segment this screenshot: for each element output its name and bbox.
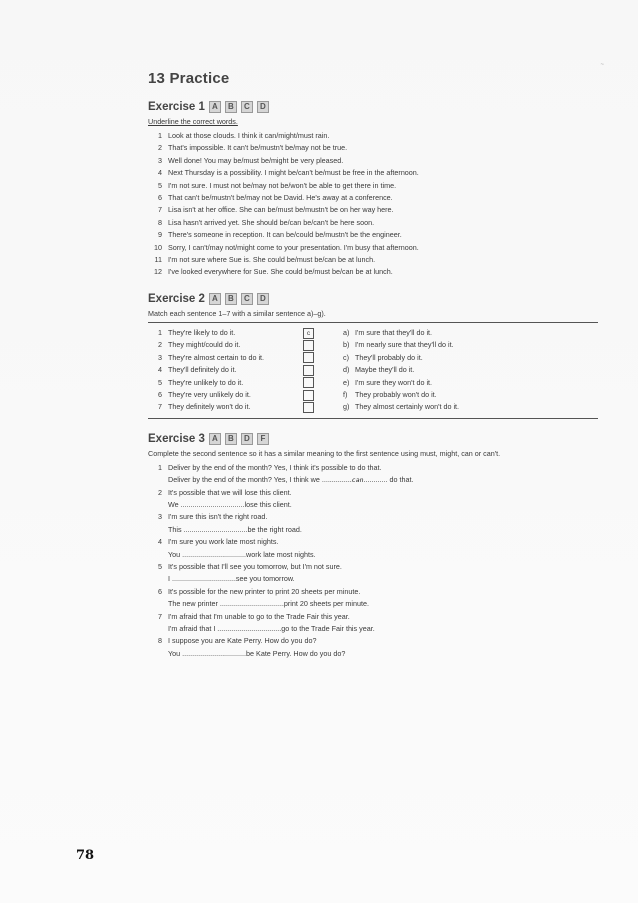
level-badge: A [209,101,221,113]
item-number: 12 [154,267,162,277]
item-number: 9 [158,230,162,240]
sentence-start: I'm afraid that I ................................ [168,624,282,633]
sentence-start: Deliver by the end of the month? Yes, I think we ............... [168,475,352,485]
item-text: They're likely to do it. [168,327,236,337]
first-sentence [148,462,598,474]
sentence-end: be the right road. [247,524,302,534]
level-badge: D [257,293,269,305]
option-letter: d) [343,365,350,375]
unit-title: 13 Practice [148,70,230,87]
page-number: 78 [76,848,95,863]
exercise-item [148,167,598,179]
item-number: 10 [154,242,162,252]
item-number: 1 [158,131,162,140]
exercise-item [148,561,598,586]
answer-blank[interactable]: can [351,476,364,485]
exercise-3 [148,433,598,661]
option-letter: e) [343,377,350,387]
item-number: 4 [158,537,162,547]
exercise-item [148,462,598,487]
matching-left-column [148,327,343,414]
first-sentence [148,561,598,573]
matching-table [148,322,598,419]
first-sentence [148,511,598,523]
matching-option [343,364,593,376]
scan-mark: ~ [600,62,604,68]
practice-page [148,70,598,660]
second-sentence [148,474,598,486]
item-text: Well done! You may be/must be/might be very pleased. [168,155,344,165]
item-text: They might/could do it. [168,340,241,350]
option-text: I'm sure that they'll do it. [355,327,433,337]
item-number: 11 [154,255,162,265]
item-number: 8 [158,636,162,646]
item-number: 6 [158,389,162,399]
item-number: 6 [158,586,162,596]
option-text: Maybe they'll do it. [355,365,415,375]
item-text: It's possible that I'll see you tomorrow, but I'm not sure. [168,561,342,571]
matching-right-column [343,327,593,414]
answer-box[interactable] [303,365,314,376]
level-badge: D [241,433,253,445]
item-number: 3 [158,155,162,165]
exercise-item [148,130,598,142]
item-text: Lisa hasn't arrived yet. She should be/can be/can't be here soon. [168,217,375,227]
exercise-item [148,536,598,561]
exercise-item [148,180,598,192]
matching-sentence [148,327,343,339]
level-badge: F [257,433,269,445]
matching-sentence [148,401,343,413]
item-text: It's possible that we will lose this client. [168,487,292,497]
item-text: They're unlikely to do it. [168,377,244,387]
matching-sentence [148,364,343,376]
item-number: 6 [158,193,162,203]
answer-box[interactable] [303,390,314,401]
sentence-end: print 20 sheets per minute. [283,599,369,609]
option-letter: c) [343,352,349,362]
item-text: I'm sure this isn't the right road. [168,512,268,522]
exercise-item [148,229,598,241]
matching-option [343,339,593,351]
item-text: Look at those clouds. I think it can/might/must rain. [168,131,330,140]
exercise-item [148,635,598,660]
matching-sentence [148,377,343,389]
exercise-item [148,155,598,167]
exercise-item [148,254,598,266]
item-number: 2 [158,487,162,497]
exercise-item [148,217,598,229]
option-letter: b) [343,340,350,350]
answer-box[interactable] [303,402,314,413]
sentence-end: see you tomorrow. [235,574,295,584]
item-number: 2 [158,340,162,350]
exercise-3-instruction: Complete the second sentence so it has a similar meaning to the first sentence using must, might, can or can't. [148,448,501,458]
item-text: They'll definitely do it. [168,365,237,375]
item-number: 1 [158,462,162,472]
sentence-start: You ................................ [168,549,247,559]
level-badge: A [209,433,221,445]
exercise-1 [148,101,598,279]
item-text: They're very unlikely do it. [168,389,251,399]
sentence-end: go to the Trade Fair this year. [281,624,375,633]
item-text: Sorry, I can't/may not/might come to your presentation. I'm busy that afternoon. [168,242,419,252]
second-sentence [148,598,598,610]
level-badge: D [257,101,269,113]
item-text: They're almost certain to do it. [168,352,265,362]
first-sentence [148,536,598,548]
level-badge: C [241,293,253,305]
exercise-3-heading [148,433,598,445]
second-sentence [148,623,598,635]
matching-sentence [148,352,343,364]
item-text: That can't be/mustn't be/may not be David. He's away at a conference. [168,193,393,203]
exercise-item [148,511,598,536]
option-letter: a) [343,327,350,337]
exercise-3-title: Exercise 3 [148,432,205,445]
item-text: There's someone in reception. It can be/could be/mustn't be the engineer. [168,230,402,240]
second-sentence [148,499,598,511]
item-number: 3 [158,352,162,362]
first-sentence [148,611,598,623]
exercise-2-title: Exercise 2 [148,292,205,305]
first-sentence [148,635,598,647]
matching-option [343,352,593,364]
exercise-3-items [148,462,598,661]
matching-option [343,377,593,389]
exercise-item [148,586,598,611]
exercise-item [148,242,598,254]
item-number: 7 [158,205,162,215]
exercise-1-instruction: Underline the correct words. [148,117,238,126]
item-number: 7 [158,402,162,412]
matching-option [343,401,593,413]
answer-box[interactable]: c [303,328,314,339]
option-text: I'm nearly sure that they'll do it. [355,340,454,350]
first-sentence [148,586,598,598]
exercise-item [148,192,598,204]
level-badge: A [209,293,221,305]
item-number: 5 [158,561,162,571]
item-text: It's possible for the new printer to print 20 sheets per minute. [168,586,361,596]
item-number: 3 [158,512,162,522]
second-sentence [148,549,598,561]
exercise-item [148,266,598,278]
option-text: They almost certainly won't do it. [355,402,460,412]
sentence-start: We ................................ [168,499,245,509]
item-number: 5 [158,180,162,190]
second-sentence [148,524,598,536]
item-text: I've looked everywhere for Sue. She could be/must be/can be at lunch. [168,267,393,277]
matching-option [343,389,593,401]
item-number: 4 [158,365,162,375]
item-text: I suppose you are Kate Perry. How do you do? [168,636,317,646]
matching-sentence [148,389,343,401]
sentence-start: I ................................ [168,574,236,584]
sentence-start: The new printer ................................ [168,599,284,609]
item-text: I'm not sure. I must not be/may not be/won't be able to get there in time. [168,180,397,190]
exercise-2 [148,293,598,419]
matching-sentence [148,339,343,351]
item-number: 4 [158,168,162,178]
exercise-2-instruction: Match each sentence 1–7 with a similar sentence a)–g). [148,308,326,318]
second-sentence [148,573,598,585]
exercise-item [148,204,598,216]
item-text: They definitely won't do it. [168,402,251,412]
exercise-item [148,611,598,636]
item-number: 2 [158,143,162,153]
item-text: I'm sure you work late most nights. [168,537,279,547]
exercise-2-heading [148,293,598,305]
level-badge: C [241,101,253,113]
option-letter: g) [343,402,350,412]
option-letter: f) [343,389,348,399]
exercise-1-title: Exercise 1 [148,101,205,113]
sentence-end: be Kate Perry. How do you do? [246,648,346,658]
item-text: Deliver by the end of the month? Yes, I think it's possible to do that. [168,462,382,472]
sentence-end: lose this client. [244,499,292,509]
sentence-start: You ................................ [168,648,247,658]
option-text: They'll probably do it. [355,352,423,362]
item-number: 1 [158,327,162,337]
first-sentence [148,487,598,499]
item-text: I'm not sure where Sue is. She could be/must be/can be at lunch. [168,255,376,265]
sentence-end: ............ do that. [363,475,414,485]
item-number: 5 [158,377,162,387]
exercise-1-items [148,130,598,279]
exercise-item [148,142,598,154]
option-text: I'm sure they won't do it. [355,377,433,387]
exercise-1-heading [148,101,598,113]
second-sentence [148,648,598,660]
item-number: 7 [158,611,162,621]
level-badge: B [225,293,237,305]
level-badge: B [225,433,237,445]
sentence-start: This ................................ [168,524,248,534]
item-text: That's impossible. It can't be/mustn't be/may not be true. [168,143,348,153]
item-text: Lisa isn't at her office. She can be/must be/mustn't be on her way here. [168,205,394,215]
item-text: Next Thursday is a possibility. I might be/can't be/must be free in the afternoon. [168,168,419,178]
item-number: 8 [158,217,162,227]
answer-box[interactable] [303,352,314,363]
sentence-end: work late most nights. [246,549,316,559]
answer-box[interactable] [303,377,314,388]
option-text: They probably won't do it. [355,389,437,399]
level-badge: B [225,101,237,113]
item-text: I'm afraid that I'm unable to go to the Trade Fair this year. [168,611,350,621]
exercise-item [148,487,598,512]
matching-option [343,327,593,339]
answer-box[interactable] [303,340,314,351]
